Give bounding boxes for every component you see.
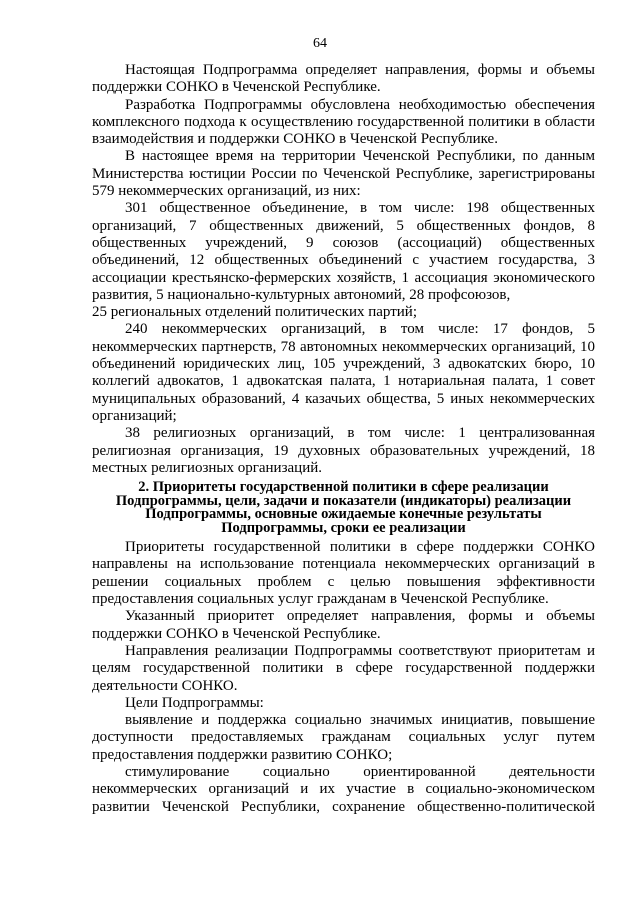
paragraph: Настоящая Подпрограмма определяет направления, формы и объемы поддержки СОНКО в Чеченской Республике. [92,62,595,96]
paragraph: 301 общественное объединение, в том числе: 198 общественных организаций, 7 общественных движений, 5 общественных фондов, 8 общественных учреждений, 9 союзов (ассоциаций) общественных объединений, 12 общественных объединений с участием государства, 3 ассоциации крестьянско-фермерских хозяйств, 1 ассоциация экономического развития, 5 национально-культурных автономий, 28 профсоюзов, [92,200,595,303]
section-heading: 2. Приоритеты государственной политики в сфере реализации Подпрограммы, цели, задачи и показатели (индикаторы) реализации Подпрограммы, основные ожидаемые конечные результаты Подпрограммы, сроки ее реализации [115,479,572,536]
paragraph: Цели Подпрограммы: [125,694,264,711]
paragraph: Указанный приоритет определяет направления, формы и объемы поддержки СОНКО в Чеченской Республике. [92,608,595,642]
paragraph: В настоящее время на территории Чеченской Республики, по данным Министерства юстиции России по Чеченской Республике, зарегистрированы 579 некоммерческих организаций, из них: [92,148,595,200]
page-number: 64 [313,36,327,51]
paragraph: 240 некоммерческих организаций, в том числе: 17 фондов, 5 некоммерческих партнерств, 78 автономных некоммерческих организаций, 10 объединений юридических лиц, 105 учреждений, 3 адвокатских бюро, 10 коллегий адвокатов, 1 адвокатская палата, 1 нотариальная палата, 1 совет муниципальных образований, 4 казачьих общества, 5 иных некоммерческих организаций; [92,321,595,424]
paragraph: Приоритеты государственной политики в сфере поддержки СОНКО направлены на использование потенциала некоммерческих организаций в решении социальных проблем с целью повышения эффективности предоставления социальных услуг гражданам в Чеченской Республике. [92,539,595,608]
paragraph: Разработка Подпрограммы обусловлена необходимостью обеспечения комплексного подхода к осуществлению государственной политики в области взаимодействия и поддержки СОНКО в Чеченской Республике. [92,96,595,148]
paragraph: стимулирование социально ориентированной деятельности некоммерческих организаций и их участие в социально-экономическом развитии Чеченской Республики, сохранение общественно-политической [92,763,595,815]
document-body [92,62,595,816]
paragraph: выявление и поддержка социально значимых инициатив, повышение доступности предоставляемых гражданам социальных услуг путем предоставления поддержки развитию СОНКО; [92,712,595,763]
paragraph: Направления реализации Подпрограммы соответствуют приоритетам и целям государственной политики в сфере государственной поддержки деятельности СОНКО. [92,642,595,694]
paragraph: 25 региональных отделений политических партий; [92,304,417,321]
paragraph: 38 религиозных организаций, в том числе: 1 централизованная религиозная организация, 19 духовных образовательных учреждений, 18 местных религиозных организаций. [92,425,595,476]
